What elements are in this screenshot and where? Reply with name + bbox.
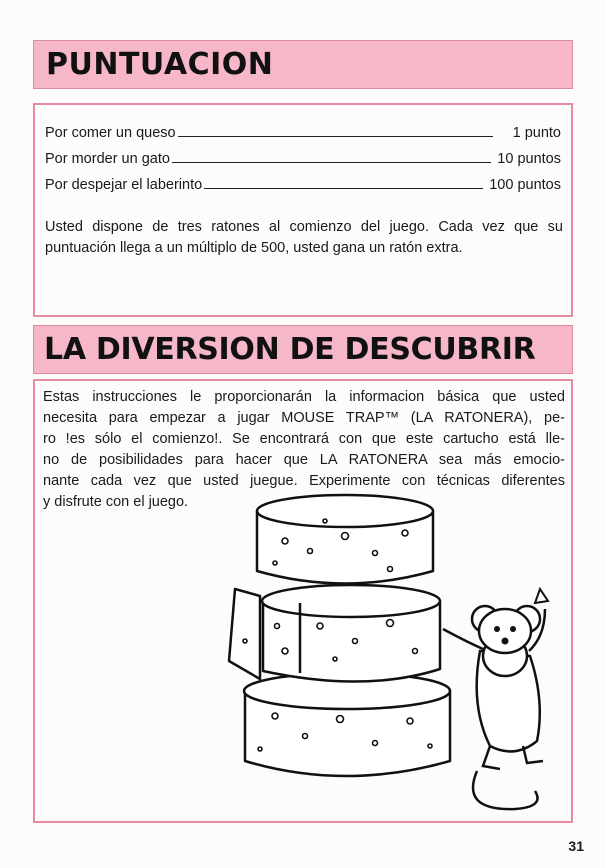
- discovery-title: LA DIVERSION DE DESCUBRIR: [44, 332, 536, 367]
- score-row: [45, 119, 561, 141]
- text-line: y disfrute con el juego.: [43, 494, 189, 510]
- scoring-header: [33, 40, 573, 89]
- score-points: 100 puntos: [489, 177, 561, 193]
- cheese-crumb: [535, 589, 548, 603]
- cheese-wheel-bottom: [244, 673, 450, 776]
- text-line: nante cada vez que usted juegue. Experimente con técnicas diferentes: [43, 473, 565, 489]
- score-points: 10 puntos: [497, 151, 561, 167]
- text-line: necesita para empezar a jugar MOUSE TRAP™ (LA RATONERA), pe-: [43, 410, 565, 426]
- text-line: ro !es sólo el comienzo!. Se encontrará con que este cartucho está lle-: [43, 431, 565, 447]
- scoring-paragraph: [45, 217, 563, 259]
- score-label: Por morder un gato: [45, 151, 170, 167]
- score-row: [45, 171, 561, 193]
- discovery-header: [33, 325, 573, 374]
- score-row: [45, 145, 561, 167]
- score-label: Por despejar el laberinto: [45, 177, 203, 193]
- text-line: puntuación llega a un múltiplo de 500, usted gana un ratón extra.: [45, 240, 463, 256]
- cheese-block-middle: [229, 585, 440, 682]
- scoring-title: PUNTUACION: [46, 47, 274, 82]
- page-number: 31: [568, 838, 584, 854]
- text-line: Estas instrucciones le proporcionarán la informacion básica que usted: [43, 389, 565, 405]
- leader-line: [178, 136, 493, 137]
- leader-line: [172, 162, 491, 163]
- mouse-character: [443, 606, 545, 809]
- text-line: Usted dispone de tres ratones al comienzo del juego. Cada vez que su: [45, 219, 563, 235]
- score-points: 1 punto: [512, 125, 561, 141]
- scoring-box: [33, 103, 573, 317]
- cheese-mouse-illustration: [215, 491, 565, 811]
- discovery-box: [33, 379, 573, 823]
- score-label: Por comer un queso: [45, 125, 176, 141]
- text-line: no de posibilidades para hacer que LA RATONERA sea más emocio-: [43, 452, 565, 468]
- leader-line: [204, 188, 483, 189]
